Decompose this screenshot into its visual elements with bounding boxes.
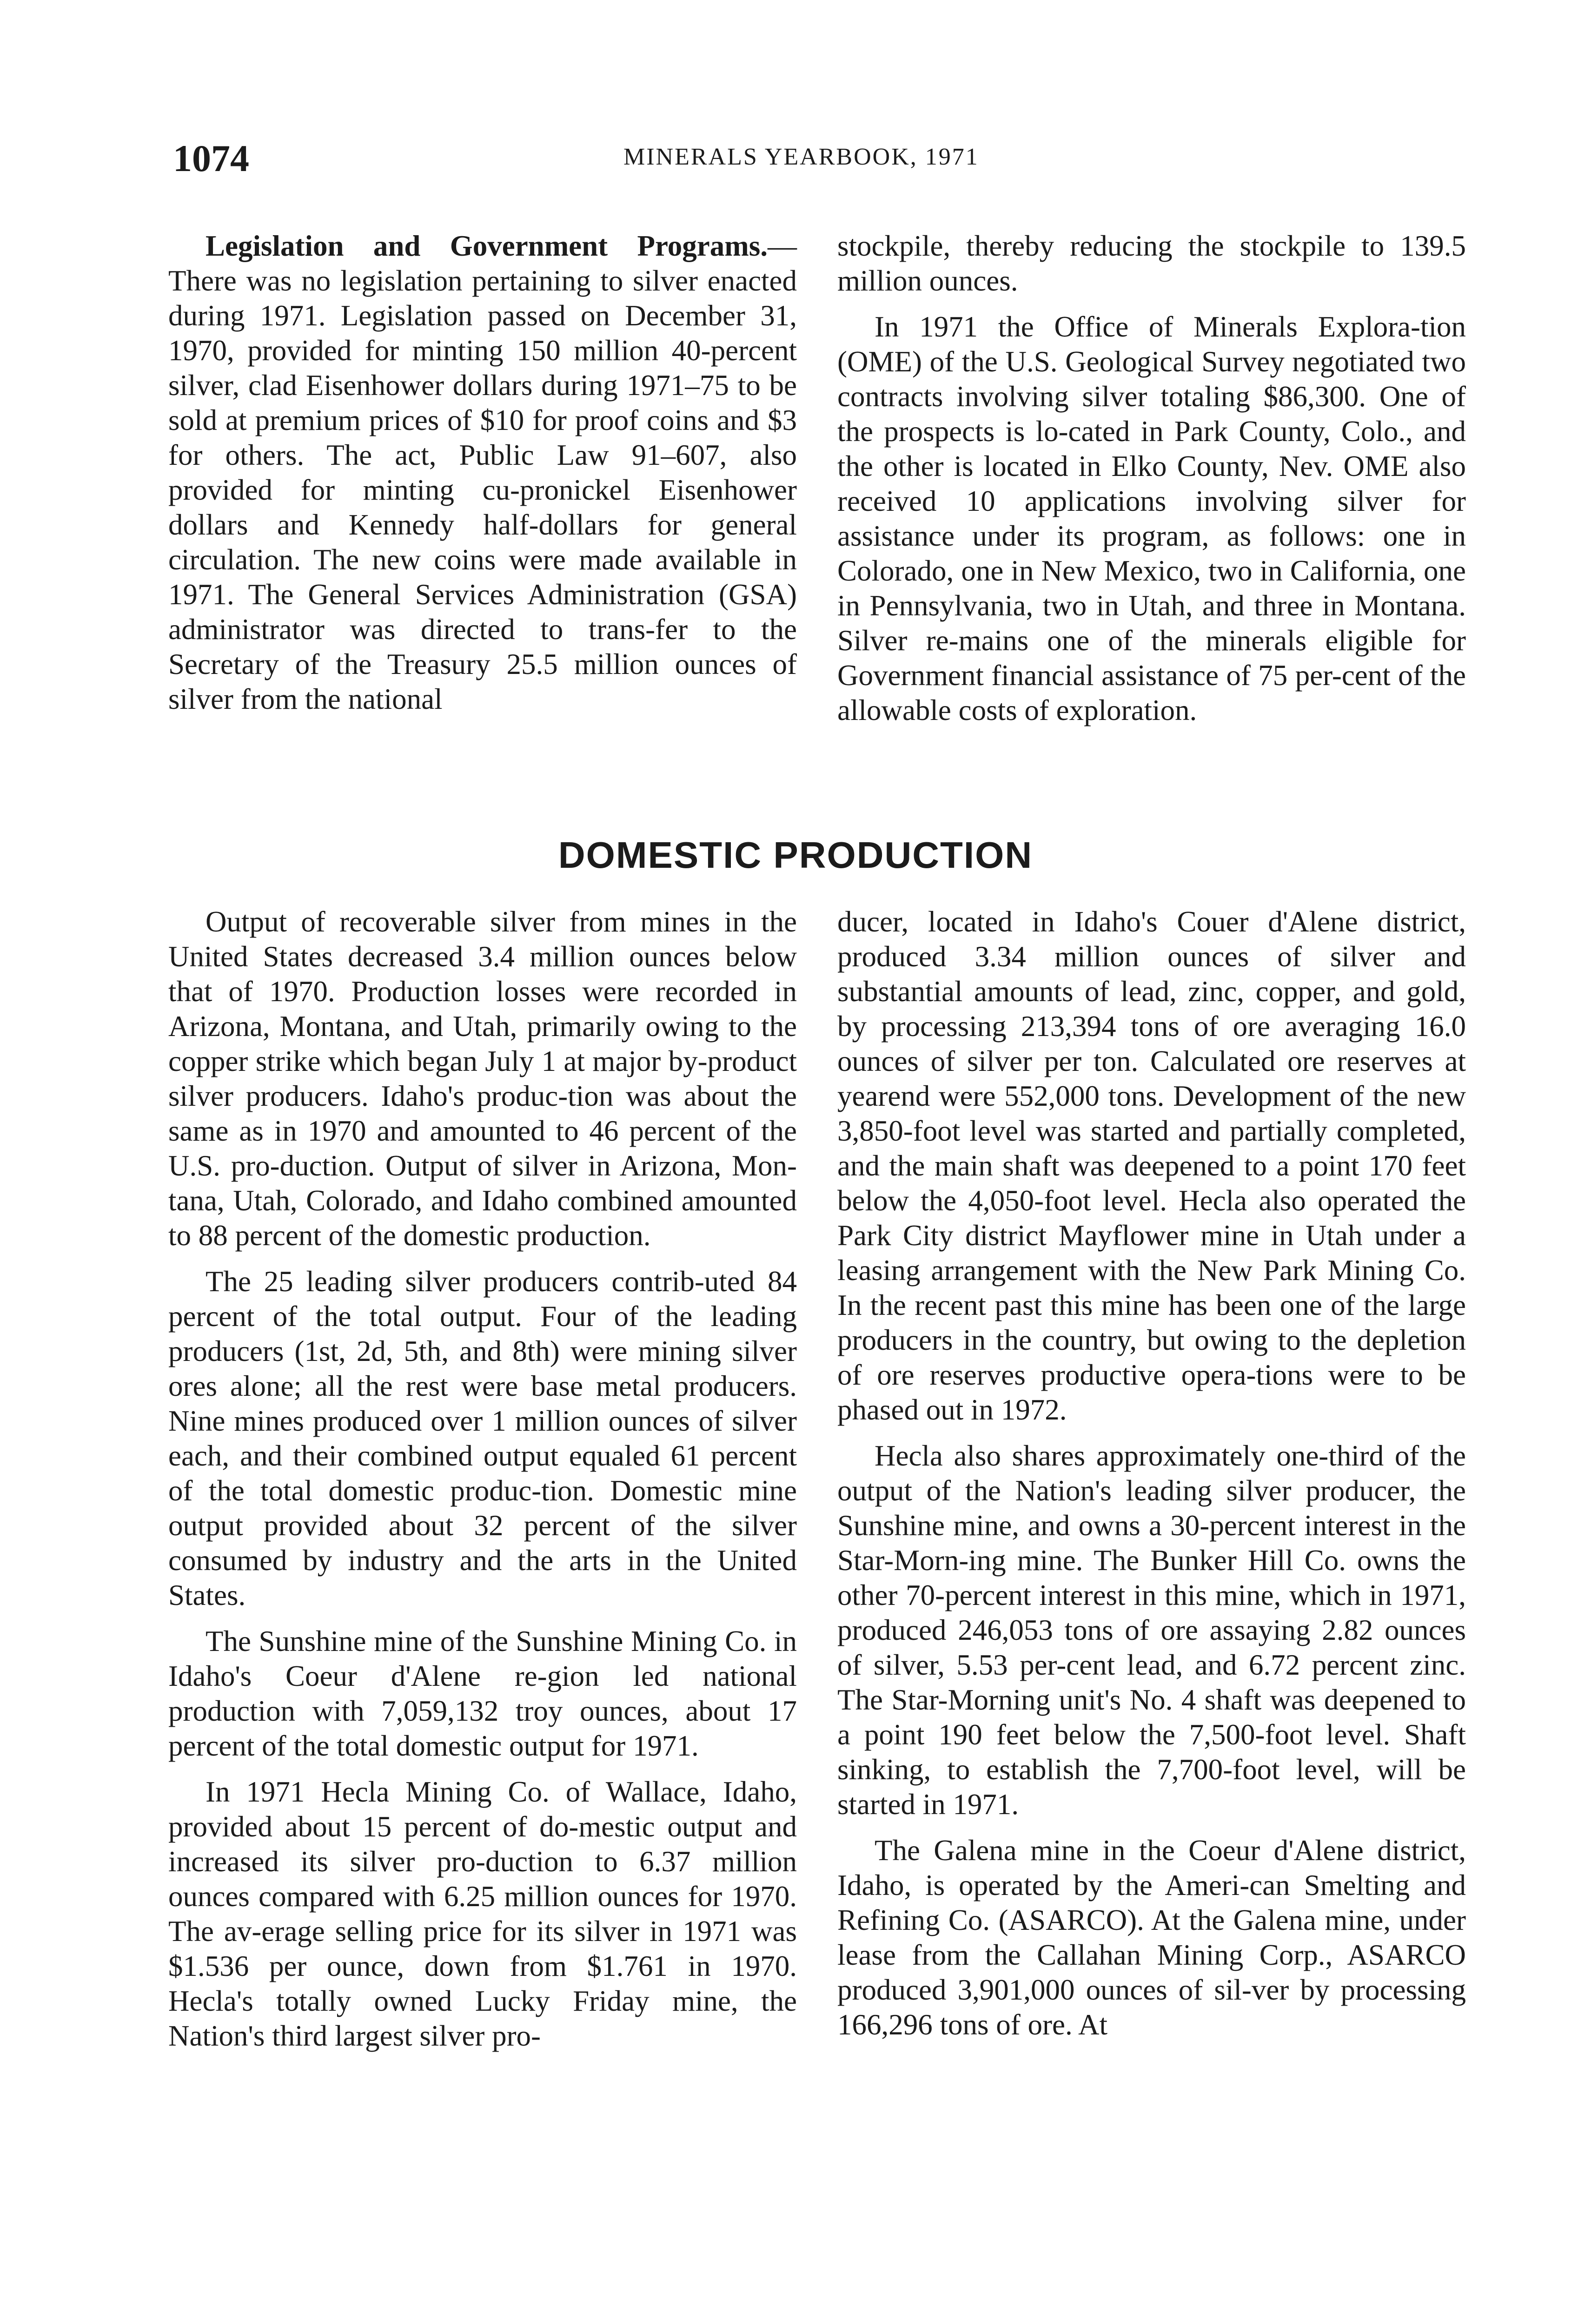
domestic-paragraph-star-morning: Hecla also shares approximately one-third of the output of the Nation's leading silver producer, the Sunshine mine, and owns a 30-percent interest in the Star-Morn-ing mine. The Bunker Hill Co. owns the other 70-percent interest in this mine, which in 1971, produced 246,053 tons of ore assaying 2.82 ounces of silver, 5.53 per-cent lead, and 6.72 percent zinc. The Star-Morning unit's No. 4 shaft was deepened to a point 190 feet below the 7,500-foot level. Shaft sinking, to establish the 7,700-foot level, will be started in 1971. (837, 1439, 1466, 1821)
page-number: 1074 (173, 137, 249, 179)
domestic-paragraph-galena: The Galena mine in the Coeur d'Alene district, Idaho, is operated by the Ameri-can Smelting and Refining Co. (ASARCO). At the Galena mine, under lease from the Callahan Mining Corp., ASARCO produced 3,901,000 ounces of sil-ver by processing 166,296 tons of ore. At (837, 1834, 1466, 2041)
legislation-text: —There was no legislation pertaining to silver enacted during 1971. Legislation passed on December 31, 1970, provided for minting 150 million 40-percent silver, clad Eisenhower dollars during 1971–75 to be sold at premium prices of $10 for proof coins and $3 for others. The act, Public Law 91–607, also provided for minting cu-pronickel Eisenhower dollars and Kennedy half-dollars for general circulation. The new coins were made available in 1971. The General Services Administration (GSA) administrator was directed to trans-fer to the Secretary of the Treasury 25.5 million ounces of silver from the national (168, 230, 797, 715)
domestic-column-right (837, 905, 1466, 2053)
legislation-paragraph-continued: stockpile, thereby reducing the stockpile to 139.5 million ounces. (837, 230, 1466, 297)
ome-paragraph: In 1971 the Office of Minerals Explora-tion (OME) of the U.S. Geological Survey negotiated two contracts involving silver totaling $86,300. One of the prospects is lo-cated in Park County, Colo., and the other is located in Elko County, Nev. OME also received 10 applications involving silver for assistance under its program, as follows: one in Colorado, one in New Mexico, two in California, one in Pennsylvania, two in Utah, and three in Montana. Silver re-mains one of the minerals eligible for Government financial assistance of 75 per-cent of the allowable costs of exploration. (837, 310, 1466, 726)
legislation-column-right (837, 229, 1466, 739)
domestic-paragraph-sunshine: The Sunshine mine of the Sunshine Mining Co. in Idaho's Coeur d'Alene re-gion led national production with 7,059,132 troy ounces, about 17 percent of the total domestic output for 1971. (168, 1625, 797, 1762)
domestic-paragraph-output: Output of recoverable silver from mines in the United States decreased 3.4 million ounces below that of 1970. Production losses were recorded in Arizona, Montana, and Utah, primarily owing to the copper strike which began July 1 at major by-product silver producers. Idaho's produc-tion was about the same as in 1970 and amounted to 46 percent of the U.S. pro-duction. Output of silver in Arizona, Mon-tana, Utah, Colorado, and Idaho combined amounted to 88 percent of the domestic production. (168, 905, 797, 1252)
legislation-paragraph (168, 229, 797, 717)
section-heading-domestic-production: DOMESTIC PRODUCTION (558, 834, 1033, 876)
domestic-column-left (168, 905, 797, 2065)
domestic-paragraph-hecla: In 1971 Hecla Mining Co. of Wallace, Idaho, provided about 15 percent of do-mestic output and increased its silver pro-duction to 6.37 million ounces compared with 6.25 million ounces for 1970. The av-erage selling price for its silver in 1971 was $1.536 per ounce, down from $1.761 in 1970. Hecla's totally owned Lucky Friday mine, the Nation's third largest silver pro- (168, 1776, 797, 2052)
legislation-column-left (168, 229, 797, 728)
running-head: MINERALS YEARBOOK, 1971 (623, 144, 979, 170)
domestic-paragraph-leading-producers: The 25 leading silver producers contrib-uted 84 percent of the total output. Four of the leading producers (1st, 2d, 5th, and 8th) were mining silver ores alone; all the rest were base metal producers. Nine mines produced over 1 million ounces of silver each, and their combined output equaled 61 percent of the total domestic produc-tion. Domestic mine output provided about 32 percent of the silver consumed by industry and the arts in the United States. (168, 1265, 797, 1611)
domestic-paragraph-hecla-continued: ducer, located in Idaho's Couer d'Alene district, produced 3.34 million ounces of silver and substantial amounts of lead, zinc, copper, and gold, by processing 213,394 tons of ore averaging 16.0 ounces of silver per ton. Calculated ore reserves at yearend were 552,000 tons. Development of the new 3,850-foot level was started and partially completed, and the main shaft was deepened to a point 170 feet below the 4,050-foot level. Hecla also operated the Park City district Mayflower mine in Utah under a leasing arrangement with the New Park Mining Co. In the recent past this mine has been one of the large producers in the country, but owing to the depletion of ore reserves productive opera-tions were to be phased out in 1972. (837, 905, 1466, 1426)
legislation-heading: Legislation and Government Programs. (206, 230, 768, 262)
